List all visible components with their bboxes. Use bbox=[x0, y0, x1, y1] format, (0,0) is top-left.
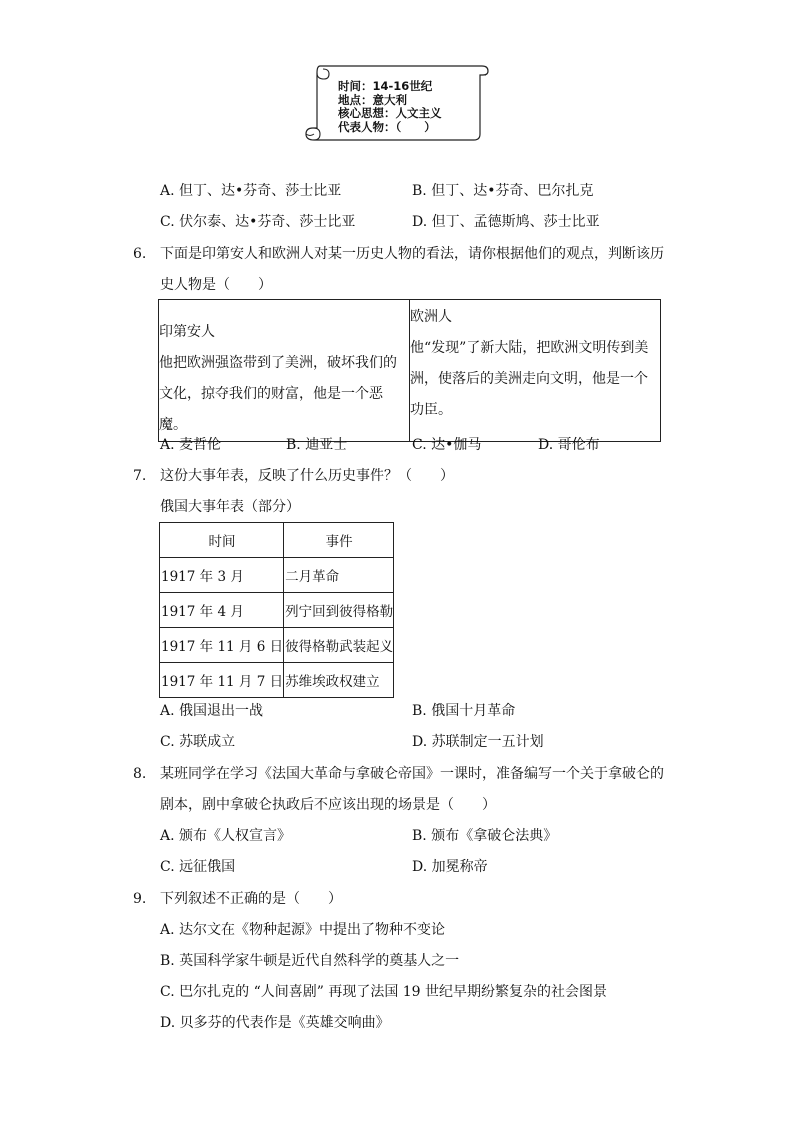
q7-cell-event: 列宁回到彼得格勒 bbox=[284, 593, 394, 628]
q9-option-a[interactable]: A. 达尔文在《物种起源》中提出了物种不变论 bbox=[160, 922, 446, 938]
q9-option-d[interactable]: D. 贝多芬的代表作是《英雄交响曲》 bbox=[160, 1015, 390, 1031]
table-row bbox=[160, 593, 394, 628]
q5-option-a[interactable]: A. 但丁、达•芬奇、莎士比亚 bbox=[160, 183, 342, 199]
q6-option-c[interactable]: C. 达•伽马 bbox=[412, 437, 482, 453]
q7-header-time: 时间 bbox=[160, 523, 284, 558]
q6-table-cell-indian bbox=[159, 300, 410, 442]
q7-cell-event: 二月革命 bbox=[284, 558, 394, 593]
q7-cell-event: 彼得格勒武装起义 bbox=[284, 628, 394, 663]
q7-cell-event: 苏维埃政权建立 bbox=[284, 663, 394, 698]
q6-stem-line1: 下面是印第安人和欧洲人对某一历史人物的看法，请你根据他们的观点，判断该历 bbox=[160, 246, 664, 262]
q8-option-d[interactable]: D. 加冕称帝 bbox=[412, 859, 488, 875]
scroll-image bbox=[300, 60, 490, 144]
q7-number: 7. bbox=[133, 468, 147, 484]
scroll-line: 时间：14-16世纪 bbox=[338, 79, 433, 93]
q9-number: 9. bbox=[133, 891, 147, 907]
q9-option-b[interactable]: B. 英国科学家牛顿是近代自然科学的奠基人之一 bbox=[160, 953, 460, 969]
q7-cell-time: 1917 年 11 月 6 日 bbox=[160, 628, 284, 663]
q7-cell-time: 1917 年 11 月 7 日 bbox=[160, 663, 284, 698]
scroll-line: 地点：意大利 bbox=[338, 92, 407, 107]
q7-option-a[interactable]: A. 俄国退出一战 bbox=[160, 703, 264, 719]
table-row bbox=[160, 558, 394, 593]
q7-cell-time: 1917 年 3 月 bbox=[160, 558, 284, 593]
q6-indian-body: 他把欧洲强盗带到了美洲，破坏我们的文化，掠夺我们的财富，他是一个恶魔。 bbox=[159, 355, 397, 433]
q5-option-b[interactable]: B. 但丁、达•芬奇、巴尔扎克 bbox=[412, 183, 594, 199]
q8-stem-line2: 剧本，剧中拿破仑执政后不应该出现的场景是（ ） bbox=[160, 797, 496, 813]
q9-stem: 下列叙述不正确的是（ ） bbox=[160, 891, 342, 907]
q9-option-c[interactable]: C. 巴尔扎克的 “人间喜剧” 再现了法国 19 世纪早期纷繁复杂的社会图景 bbox=[160, 984, 608, 1000]
scroll-line: 核心思想：人文主义 bbox=[338, 106, 442, 120]
q6-european-head: 欧洲人 bbox=[410, 309, 452, 325]
q8-number: 8. bbox=[133, 766, 147, 782]
q8-stem-line1: 某班同学在学习《法国大革命与拿破仑帝国》一课时，准备编写一个关于拿破仑的 bbox=[160, 766, 664, 782]
q6-option-d[interactable]: D. 哥伦布 bbox=[538, 437, 600, 453]
q6-table-cell-european bbox=[410, 300, 661, 442]
q8-option-c[interactable]: C. 远征俄国 bbox=[160, 859, 236, 875]
q6-table bbox=[158, 299, 661, 442]
q6-european-body: 他“发现”了新大陆，把欧洲文明传到美洲，使落后的美洲走向文明，他是一个功臣。 bbox=[410, 340, 649, 418]
q7-cell-time: 1917 年 4 月 bbox=[160, 593, 284, 628]
q7-option-c[interactable]: C. 苏联成立 bbox=[160, 734, 236, 750]
q8-option-b[interactable]: B. 颁布《拿破仑法典》 bbox=[412, 828, 558, 844]
q7-stem: 这份大事年表，反映了什么历史事件？（ ） bbox=[160, 468, 454, 484]
q5-option-d[interactable]: D. 但丁、孟德斯鸠、莎士比亚 bbox=[412, 214, 600, 230]
q7-option-d[interactable]: D. 苏联制定一五计划 bbox=[412, 734, 544, 750]
scroll-line: 代表人物：（ ） bbox=[338, 119, 436, 134]
q6-number: 6. bbox=[133, 246, 147, 262]
q7-header-event: 事件 bbox=[284, 523, 394, 558]
q7-option-b[interactable]: B. 俄国十月革命 bbox=[412, 703, 516, 719]
q7-table-title: 俄国大事年表（部分） bbox=[160, 499, 300, 515]
q5-option-c[interactable]: C. 伏尔泰、达•芬奇、莎士比亚 bbox=[160, 214, 356, 230]
q6-stem-line2: 史人物是（ ） bbox=[160, 277, 272, 293]
q6-option-a[interactable]: A. 麦哲伦 bbox=[160, 437, 222, 453]
q7-table bbox=[159, 522, 394, 698]
q6-indian-head: 印第安人 bbox=[159, 324, 215, 340]
table-row bbox=[160, 663, 394, 698]
table-row bbox=[160, 628, 394, 663]
q6-option-b[interactable]: B. 迪亚士 bbox=[286, 437, 348, 453]
q8-option-a[interactable]: A. 颁布《人权宣言》 bbox=[160, 828, 292, 844]
